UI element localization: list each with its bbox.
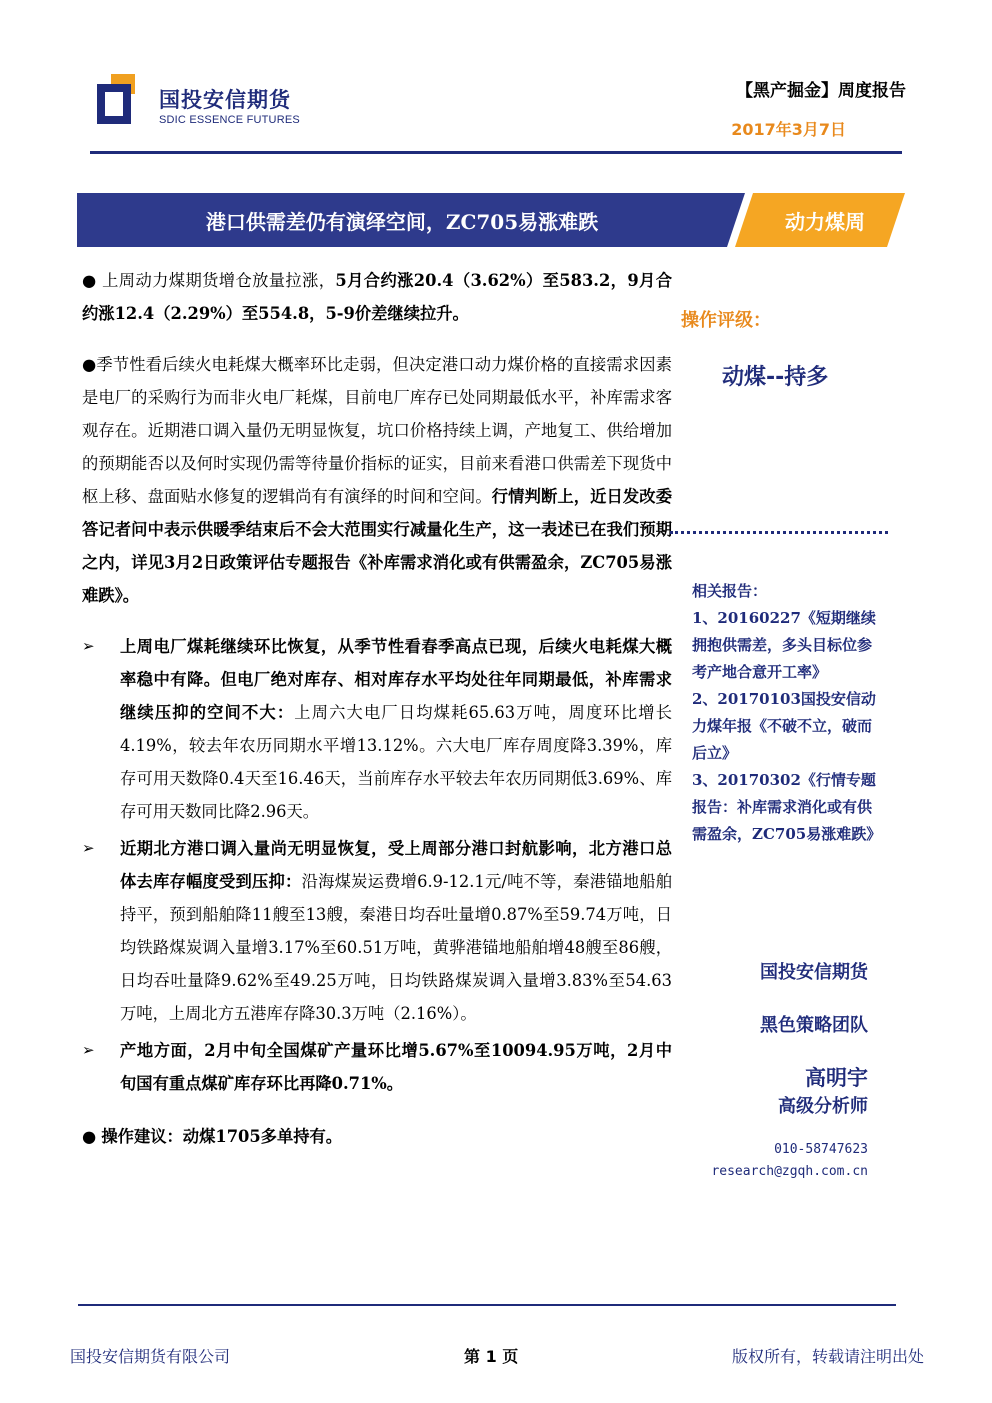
company-name-cn: 国投安信期货 — [159, 88, 291, 112]
summary-text: ● 上周动力煤期货增仓放量拉涨， — [82, 271, 336, 290]
analysis-paragraph — [82, 348, 672, 612]
related-reports — [692, 578, 882, 848]
report-date: 2017年3月7日 — [731, 120, 846, 139]
arrow-bullet-icon: ➢ — [82, 839, 95, 857]
rating-label: 操作评级： — [681, 310, 771, 331]
team-name: 黑色策略团队 — [760, 1015, 868, 1036]
bullet-highlight: 上周电厂煤耗继续环比恢复，从季节性看春季高点已现，后续火电耗煤大概率稳中有降。但电厂绝对库存、相对库存水平均处往年同期最低，补库需求继续压抑的空间不大： — [120, 637, 672, 722]
header-divider — [90, 151, 902, 154]
advice-text: 操作建议：动煤1705多单持有。 — [101, 1127, 343, 1146]
summary-highlight: 5月合约涨20.4（3.62%）至583.2，9月合约涨12.4（2.29%）至554.8，5-9价差继续拉升。 — [82, 271, 672, 323]
summary-paragraph — [82, 264, 672, 330]
related-report-item[interactable]: 3、20170302《行情专题报告：补库需求消化或有供需盈余，ZC705易涨难跌》 — [692, 771, 882, 843]
analysis-text: ●季节性看后续火电耗煤大概率环比走弱，但决定港口动力煤价格的直接需求因素是电厂的采购行为而非火电厂耗煤，目前电厂库存已处同期最低水平，补库需求客观存在。近期港口调入量仍无明显恢复，坑口价格持续上调，产地复工、供给增加的预期能否以及何时实现仍需等待量价指标的证实，目前来看港口供需差下现货中枢上移、盘面贴水修复的逻辑尚有有演绎的时间和空间。 — [82, 355, 672, 506]
arrow-bullet-icon: ➢ — [82, 1041, 95, 1059]
main-content — [82, 264, 672, 1171]
company-logo — [97, 72, 397, 132]
analyst-email[interactable]: research@zgqh.com.cn — [711, 1164, 868, 1179]
related-title: 相关报告： — [692, 582, 768, 600]
bullet-highlight: 近期北方港口调入量尚无明显恢复，受上周部分港口封航影响，北方港口总体去库存幅度受到压抑： — [120, 839, 672, 891]
title-banner — [77, 193, 905, 247]
advice-marker: ● — [82, 1127, 102, 1146]
footer-copyright: 版权所有，转载请注明出处 — [731, 1347, 924, 1366]
sidebar-divider — [670, 531, 888, 534]
bullet-text: 沿海煤炭运费增6.9-12.1元/吨不等，秦港锚地船舶持平，预到船舶降11艘至13艘，秦港日均吞吐量增0.87%至59.74万吨，日均铁路煤炭调入量增3.17%至60.51万吨，黄骅港锚地船舶增48艘至86艘，日均吞吐量降9.62%至49.25万吨，日均铁路煤炭调入量增3.83%至54.63万吨，上周北方五港库存降30.3万吨（2.16%）。 — [120, 872, 672, 1023]
related-report-item[interactable]: 2、20170103国投安信动力煤年报《不破不立，破而后立》 — [692, 690, 876, 762]
report-category: 动力煤周 — [785, 210, 865, 234]
related-report-item[interactable]: 1、20160227《短期继续拥抱供需差，多头目标位参考产地合意开工率》 — [692, 609, 876, 681]
bullet-highlight: 产地方面，2月中旬全国煤矿产量环比增5.67%至10094.95万吨，2月中旬国有重点煤矿库存环比再降0.71%。 — [120, 1041, 672, 1093]
analysis-highlight: 行情判断上，近日发改委答记者问中表示供暖季结束后不会大范围实行减量化生产，这一表述已在我们预期之内，详见3月2日政策评估专题报告《补库需求消化或有供需盈余，ZC705易涨难跌》。 — [82, 487, 672, 605]
footer-company: 国投安信期货有限公司 — [70, 1347, 231, 1366]
list-item — [82, 832, 672, 1030]
sidebar-company: 国投安信期货 — [760, 962, 868, 983]
report-title: 港口供需差仍有演绎空间，ZC705易涨难跌 — [205, 210, 599, 234]
list-item — [82, 1034, 672, 1100]
page-number: 第 1 页 — [464, 1347, 519, 1366]
rating-value: 动煤--持多 — [722, 365, 829, 390]
company-name-en: SDIC ESSENCE FUTURES — [159, 114, 300, 126]
analyst-name: 高明宇 — [805, 1066, 868, 1090]
bullet-text: 上周六大电厂日均煤耗65.63万吨，周度环比增长4.19%，较去年农历同期水平增13.12%。六大电厂库存周度降3.39%，库存可用天数降0.4天至16.46天，当前库存水平较去年农历同期低3.69%、库存可用天数同比降2.96天。 — [120, 703, 672, 821]
analyst-phone: 010-58747623 — [774, 1142, 868, 1157]
operation-advice — [82, 1120, 672, 1153]
footer-divider — [78, 1304, 896, 1306]
list-item — [82, 630, 672, 828]
report-type: 【黑产掘金】周度报告 — [736, 81, 906, 101]
logo-icon — [97, 74, 139, 126]
analyst-title: 高级分析师 — [778, 1096, 868, 1117]
arrow-bullet-icon: ➢ — [82, 637, 95, 655]
